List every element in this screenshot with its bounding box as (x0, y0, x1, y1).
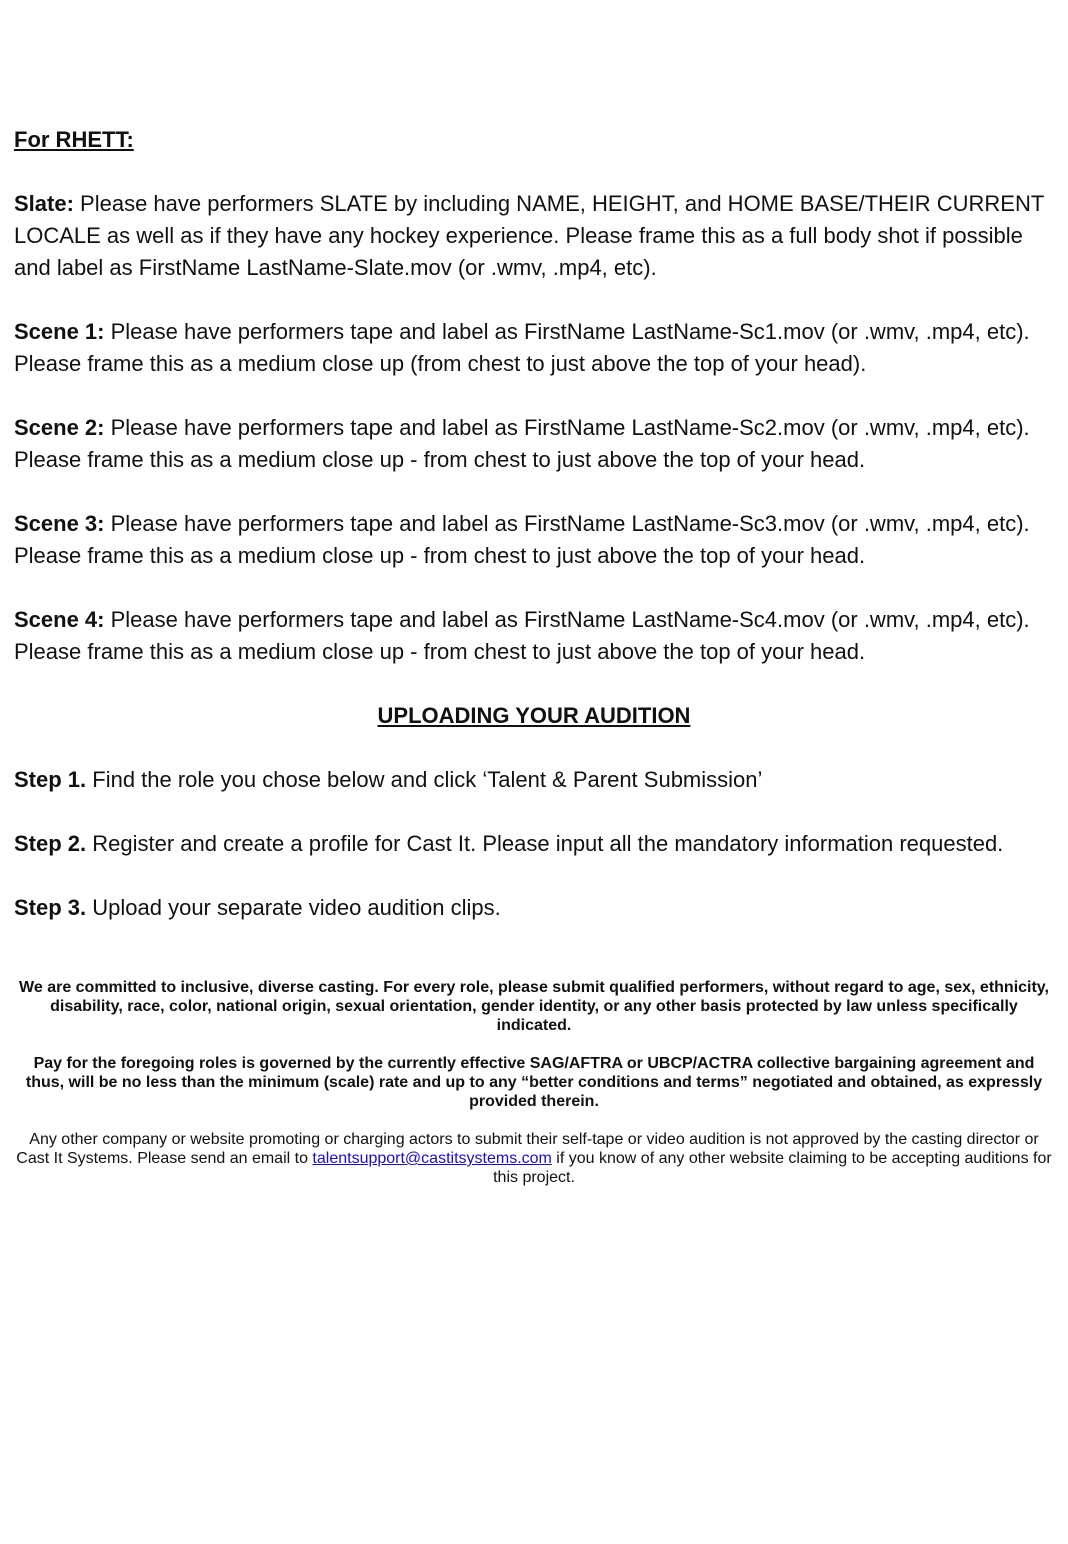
instruction-scene-1 (14, 316, 1054, 380)
inclusion-notice: We are committed to inclusive, diverse casting. For every role, please submit qualified performers, without regard to age, sex, ethnicity, disability, race, color, national origin, sexual orientation, gender identity, or any other basis protected by law unless specifically indicated. (19, 979, 1049, 1034)
pay-notice: Pay for the foregoing roles is governed by the currently effective SAG/AFTRA or UBCP/ACTRA collective bargaining agreement and thus, will be no less than the minimum (scale) rate and up to any “better conditions and terms” negotiated and obtained, as expressly provided therein. (25, 1055, 1043, 1110)
instruction-text: Please have performers tape and label as FirstName LastName-Sc4.mov (or .wmv, .mp4, etc). Please frame this as a medium close up - from chest to just above the top of your head. (14, 607, 1030, 664)
instruction-text: Please have performers tape and label as FirstName LastName-Sc1.mov (or .wmv, .mp4, etc). Please frame this as a medium close up (from chest to just above the top of your head). (14, 319, 1030, 376)
instruction-text: Please have performers SLATE by including NAME, HEIGHT, and HOME BASE/THEIR CURRENT LOCALE as well as if they have any hockey experience. Please frame this as a full body shot if possible and label as FirstName LastName-Slate.mov (or .wmv, .mp4, etc). (14, 191, 1044, 280)
instruction-label: Slate: (14, 191, 74, 216)
instruction-slate (14, 188, 1054, 284)
step-1 (14, 764, 1054, 796)
step-label: Step 1. (14, 767, 87, 792)
instruction-scene-2 (14, 412, 1054, 476)
document-page (14, 124, 1054, 1206)
step-label: Step 2. (14, 831, 87, 856)
warning-text-before: Any other company or website promoting or charging actors to submit their self-tape or video audition is not approved by the casting director or Cast It Systems. Please send an email to (16, 1131, 1039, 1167)
instruction-scene-4 (14, 604, 1054, 668)
warning-notice (14, 1130, 1054, 1187)
upload-heading: UPLOADING YOUR AUDITION (377, 703, 691, 728)
instruction-label: Scene 2: (14, 415, 105, 440)
instruction-scene-3 (14, 508, 1054, 572)
role-heading: For RHETT: (14, 127, 134, 152)
step-label: Step 3. (14, 895, 87, 920)
warning-text-after: if you know of any other website claiming to be accepting auditions for this project. (493, 1150, 1052, 1186)
step-text: Register and create a profile for Cast It. Please input all the mandatory information requested. (86, 831, 1004, 856)
instruction-label: Scene 1: (14, 319, 105, 344)
step-3 (14, 892, 1054, 924)
step-text: Find the role you chose below and click ‘Talent & Parent Submission’ (86, 767, 763, 792)
step-2 (14, 828, 1054, 860)
instruction-text: Please have performers tape and label as FirstName LastName-Sc2.mov (or .wmv, .mp4, etc). Please frame this as a medium close up - from chest to just above the top of your head. (14, 415, 1030, 472)
support-email-link[interactable]: talentsupport@castitsystems.com (312, 1150, 552, 1167)
step-text: Upload your separate video audition clips. (86, 895, 501, 920)
instruction-text: Please have performers tape and label as FirstName LastName-Sc3.mov (or .wmv, .mp4, etc). Please frame this as a medium close up - from chest to just above the top of your head. (14, 511, 1030, 568)
spacer (14, 956, 1054, 978)
instruction-label: Scene 4: (14, 607, 105, 632)
instruction-label: Scene 3: (14, 511, 105, 536)
